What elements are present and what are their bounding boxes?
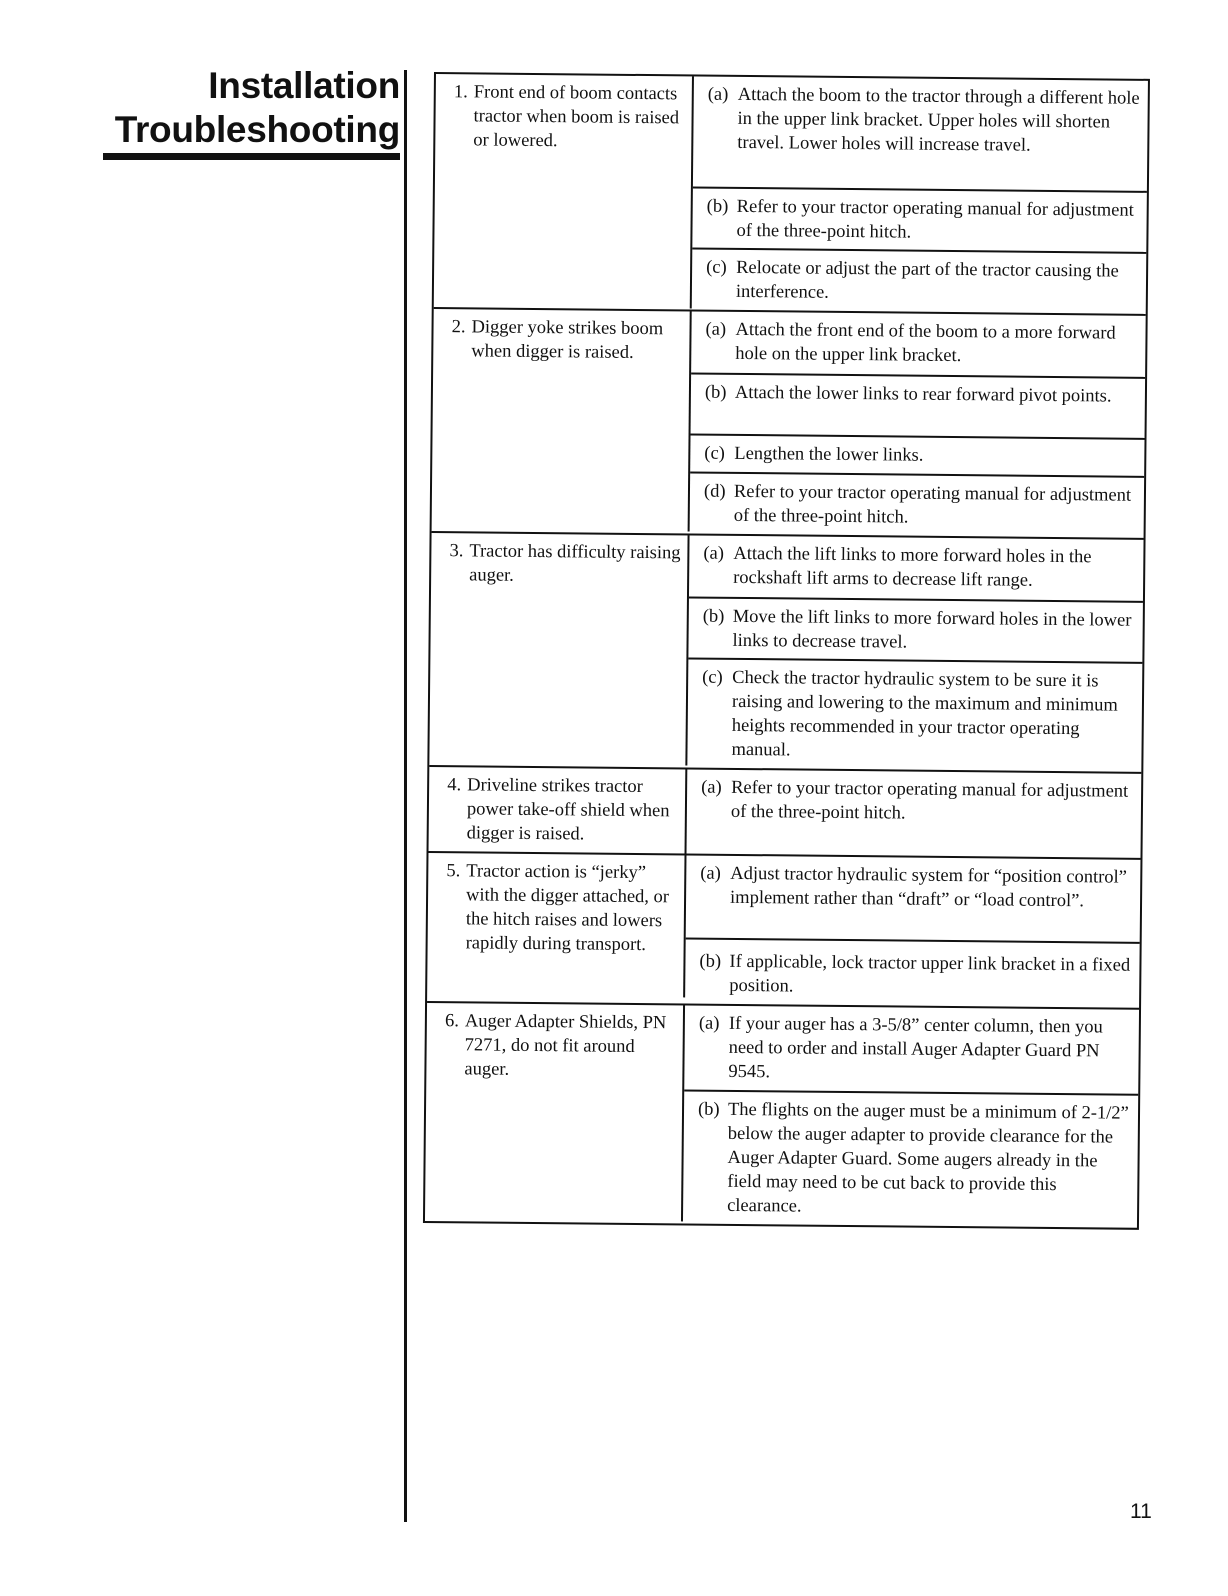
solution-text: Check the tractor hydraulic system to be sure it is raising and lowering to the maximum and minimum heights recommended in your tractor operating manual. (731, 667, 1118, 761)
problem-number: 6. (444, 1011, 459, 1032)
solution-label: (c) (704, 443, 725, 464)
problem-text: Front end of boom contacts tractor when boom is raised or lowered. (473, 82, 680, 152)
solution-item (687, 657, 1142, 771)
solutions-cell (687, 769, 1142, 857)
solutions-cell (692, 76, 1148, 313)
solution-item (688, 596, 1143, 661)
heading-line-1: Installation (208, 65, 400, 106)
solutions-cell (687, 535, 1143, 771)
solution-label: (b) (697, 1099, 720, 1120)
problem-number: 3. (449, 541, 464, 562)
solution-text: Adjust tractor hydraulic system for “position control” implement rather than “draft” or “load control”. (729, 863, 1128, 912)
solution-item (690, 471, 1145, 537)
problem-cell (425, 1003, 685, 1221)
vertical-divider (404, 70, 407, 1522)
solution-label: (b) (699, 951, 722, 972)
problem-text: Digger yoke strikes boom when digger is raised. (471, 317, 664, 363)
solution-item (689, 535, 1144, 600)
solution-text: Refer to your tractor operating manual for adjustment of the three-point hitch. (730, 777, 1129, 824)
solution-label: (a) (698, 1013, 720, 1034)
solution-label: (a) (707, 84, 729, 105)
solution-label: (d) (703, 481, 726, 502)
problem-text: Tractor has difficulty raising auger. (469, 541, 681, 586)
solutions-cell (685, 855, 1140, 1007)
solution-text: Refer to your tractor operating manual for adjustment of the three-point hitch. (733, 481, 1132, 528)
solution-label: (a) (705, 319, 727, 340)
problem-number: 5. (446, 861, 461, 882)
problem-cell (427, 853, 686, 997)
solution-item (691, 311, 1146, 376)
solution-item (690, 433, 1144, 475)
solution-text: If your auger has a 3-5/8” center column, then you need to order and install Auger Adapter Guard PN 9545. (728, 1013, 1103, 1083)
problem-number: 1. (453, 82, 468, 103)
solution-item (686, 855, 1141, 941)
solution-item (687, 769, 1142, 857)
heading-line-2: Troubleshooting (114, 109, 400, 150)
problem-text: Auger Adapter Shields, PN 7271, do not fit around auger. (464, 1011, 667, 1080)
table-row (425, 1001, 1139, 1228)
solution-text: Move the lift links to more forward holes in the lower links to decrease travel. (732, 606, 1132, 653)
table-row (429, 531, 1143, 772)
page-number: 11 (1130, 1500, 1152, 1523)
solution-text: If applicable, lock tractor upper link bracket in a fixed position. (729, 951, 1131, 997)
heading-underline (103, 153, 400, 160)
problem-text: Tractor action is “jerky” with the digger attached, or the hitch raises and lowers rapidly during transport. (465, 861, 670, 956)
solution-text: Attach the lift links to more forward holes in the rockshaft lift arms to decrease lift range. (733, 543, 1092, 591)
table-row (427, 851, 1140, 1008)
table-row (432, 307, 1146, 538)
solution-text: The flights on the auger must be a minimum of 2-1/2” below the auger adapter to provide clearance for the Auger Adapter Guard. Some augers already in the field may need to be cut back to provide this clearance. (727, 1099, 1129, 1217)
solution-item (685, 937, 1140, 1007)
solution-label: (a) (700, 863, 721, 884)
solution-text: Lengthen the lower links. (734, 443, 924, 466)
table-row (434, 74, 1148, 314)
solution-text: Attach the front end of the boom to a more forward hole on the upper link bracket. (735, 319, 1116, 367)
solution-label: (b) (706, 196, 729, 217)
problem-cell (434, 74, 694, 308)
solution-label: (c) (706, 257, 727, 278)
problem-number: 4. (447, 775, 462, 796)
problem-text: Driveline strikes tractor power take-off shield when digger is raised. (466, 775, 670, 845)
solutions-cell (683, 1005, 1139, 1227)
section-heading (115, 64, 400, 152)
solution-item (692, 186, 1147, 251)
solution-text: Refer to your tractor operating manual for adjustment of the three-point hitch. (736, 196, 1134, 243)
solution-item (684, 1005, 1139, 1093)
solution-item (692, 247, 1147, 313)
solution-label: (b) (704, 382, 727, 403)
solution-label: (a) (703, 543, 725, 564)
solution-label: (b) (702, 606, 725, 627)
problem-cell (429, 767, 688, 853)
table-row (429, 765, 1142, 858)
solution-label: (c) (702, 667, 723, 688)
solution-text: Attach the lower links to rear forward pivot points. (734, 382, 1112, 407)
solution-item (683, 1089, 1138, 1227)
troubleshooting-table (423, 72, 1150, 1230)
solution-item (693, 76, 1148, 190)
problem-cell (432, 309, 692, 531)
solution-text: Relocate or adjust the part of the tractor causing the interference. (735, 257, 1119, 303)
solutions-cell (690, 311, 1146, 537)
solution-label: (a) (701, 777, 722, 798)
problem-cell (429, 533, 689, 765)
solution-text: Attach the boom to the tractor through a different hole in the upper link bracket. Upper holes will shorten travel. Lower holes will increase travel. (737, 84, 1140, 156)
problem-number: 2. (451, 317, 466, 338)
solution-item (691, 372, 1146, 437)
